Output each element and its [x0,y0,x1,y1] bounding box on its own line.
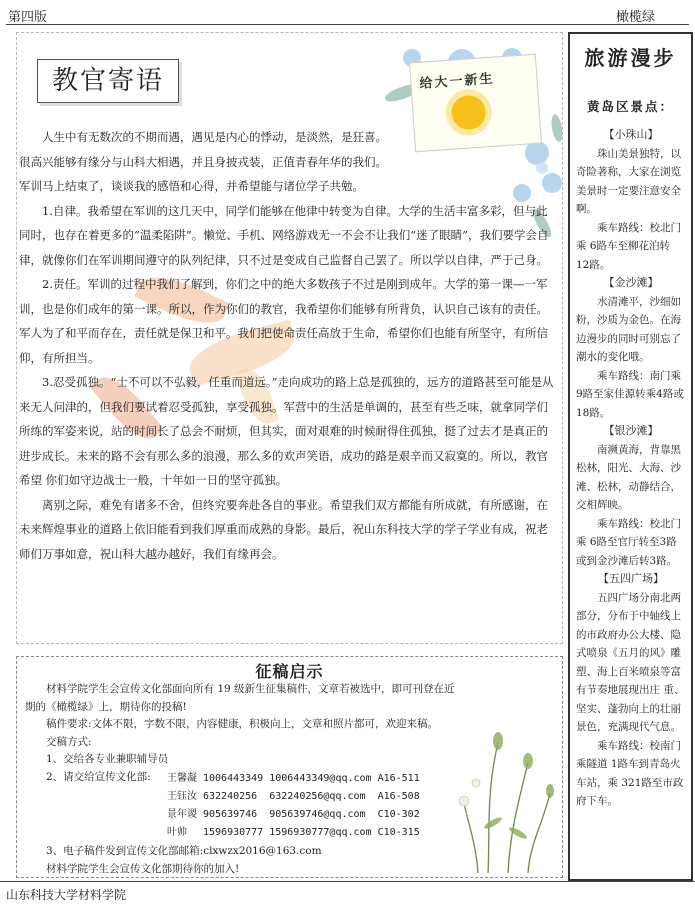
call-title: 征稿启示 [255,662,324,681]
call-for-submissions [16,656,563,878]
instructor-article [19,125,557,566]
contact-name: 王馨凝 [167,773,197,784]
sidebar-title: 旅游漫步 [584,46,677,70]
page-footer [0,878,695,905]
contact-email: 1596930777@qq.com [269,827,372,838]
spot-route: 乘车路线：校北门乘 6路车至柳花泊转 12路。 [576,221,681,271]
contact-room: C10-302 [377,809,420,820]
spot-name: 【小珠山】 [603,128,659,141]
travel-sidebar [568,32,693,881]
call-method-3: 3、电子稿件发到宣传文化部邮箱:clxwzx2016@163.com [46,845,322,857]
paragraph: 军训马上结束了，谈谈我的感悟和心得，并希望能与诸位学子共勉。 [19,179,364,193]
contact-table [165,769,426,843]
contact-room: A16-508 [377,791,420,802]
contact-phone: 1006443349 [203,773,264,784]
spot-name: 【五四广场】 [598,572,664,585]
paragraph: 人生中有无数次的不期而遇，遇见是内心的悸动，是淡然，是狂喜。 [42,130,387,144]
spot-route: 乘车路线：校北门乘 6路至官厅转至3路或到金沙滩后转3路。 [576,517,681,567]
table-row [167,825,424,841]
paper-name: 橄榄绿 [615,10,655,25]
contact-name: 景年谡 [167,809,197,820]
contact-email: 632240256@qq.com [269,791,366,802]
contact-room: C10-315 [377,827,420,838]
table-row [167,807,424,823]
paragraph: 3.忍受孤独。“士不可以不弘毅，任重而道远。”走向成功的路上总是孤独的，远方的道路甚至可能是从来无人问津的，但我们要试着忍受孤独，享受孤独。军营中的生活是单调的，甚至有些乏味，就拿同学们所练的军姿来说，站的时间长了总会不耐烦，但其实，面对艰难的时候耐得住孤独，挺了过去才是真正的进步成长。未来的路不会有那么多的浪漫，那么多的欢声笑语，成功的路是艰辛而又寂寞的。所以，教官希望 你们如守边战士一般，十年如一日的坚守孤独。 [19,375,554,487]
spot-description: 五四广场分南北两部分，分布于中轴线上的市政府办公大楼、隐式喷泉《五月的风》雕塑、海上百米喷泉等富 有节奏地展现出庄 重、坚实、蓬勃向上的壮丽景色，充满现代气息。 [576,591,685,733]
section-title: 教官寄语 [37,59,179,103]
call-method-2: 2、请交给宣传文化部: [46,770,151,783]
spot-description: 水清滩平，沙细如粉，沙质为金色。在海边漫步的同时可别忘了潮水的变化哦。 [576,295,681,363]
contact-name: 王钰汝 [167,791,197,802]
spot-name: 【银沙滩】 [603,424,659,437]
contact-email: 905639746@qq.com [269,809,366,820]
table-row [167,789,424,805]
spot-route: 乘车路线：校南门乘隧道 1路车到青岛火车站，乘 321路至市政府下车。 [576,739,684,807]
call-method: 交稿方式: [46,735,92,748]
paragraph: 1.自律。我希望在军训的这几天中，同学们能够在他律中转变为自律。大学的生活丰富多彩，但与此同时，也存在着更多的“温柔陷阱”。懒觉、手机、网络游戏无一不会不让我们“迷了眼睛”，我们要学会自律，就像你们在军训期间遵守的队列纪律，只不过是变成自己监督自己罢了。所以学以自律，严于己身。 [19,203,549,267]
call-body [25,681,465,878]
table-row [167,771,424,787]
spot-list [576,126,686,811]
paragraph: 很高兴能够有缘分与山科大相遇，并且身披戎装，正值青春年华的我们。 [19,154,387,169]
contact-email: 1006443349@qq.com [269,773,372,784]
footer-text: 山东科技大学材料学院 [6,888,127,902]
paragraph: 离别之际，难免有诸多不舍，但终究要奔赴各自的事业。希望我们双方都能有所成就，有所感谢，在未来辉煌事业的道路上依旧能看到我们厚重而成熟的身影。最后，祝山东科技大学的学子学业有成，祝老师们万事如意，祝山科大越办越好，我们有缘再会。 [19,497,548,561]
page-header [0,0,695,26]
contact-phone: 632240256 [203,791,258,802]
paragraph: 2.责任。军训的过程中我们了解到，你们之中的绝大多数孩子不过是刚到成年。大学的第一课—一军训，也是你们成年的第一课。所以，作为你们的教官，我希望你们能够有所背负，认识自己该有的责任。军人为了和平而存在，责任就是保卫和平。我们把使命责任高放于生命，希望你们也能有所坚守，有所信仰，有所担当。 [19,277,548,365]
contact-phone: 1596930777 [203,827,264,838]
footer-rule [0,881,695,882]
edition-label: 第四版 [8,10,48,25]
call-method-1: 1、交给各专业兼职辅导员 [46,753,169,765]
spot-name: 【金沙滩】 [603,276,659,289]
sidebar-subtitle: 黄岛区景点： [586,99,674,114]
contact-room: A16-511 [377,773,420,784]
instructor-message-section [16,32,563,644]
call-intro: 材料学院学生会宣传文化部面向所有 19 级新生征集稿件，文章若被选中，即可刊登在近期的《橄榄绿》上，期待你的投稿! [25,683,455,713]
spot-description: 南濒黄海，背靠黑松林，阳光、大海、沙滩、松林，动静结合，交相辉映。 [576,443,681,511]
call-requirements: 稿件要求:文体不限，字数不限，内容健康，积极向上，文章和照片都可，欢迎来稿。 [46,718,439,730]
header-rule [6,24,689,25]
contact-name: 叶帅 [167,827,187,838]
plant-decoration [458,713,558,873]
greeting-tag-text: 给大一新生 [419,71,495,92]
call-closing: 材料学院学生会宣传文化部期待你的加入! [46,862,240,875]
contact-phone: 905639746 [203,809,258,820]
spot-route: 乘车路线：南门乘 9路至家佳源转乘4路或 18路。 [576,369,684,419]
spot-description: 珠山美景独特，以奇险著称，大家在浏览美景时一定要注意安全啊。 [576,147,681,215]
